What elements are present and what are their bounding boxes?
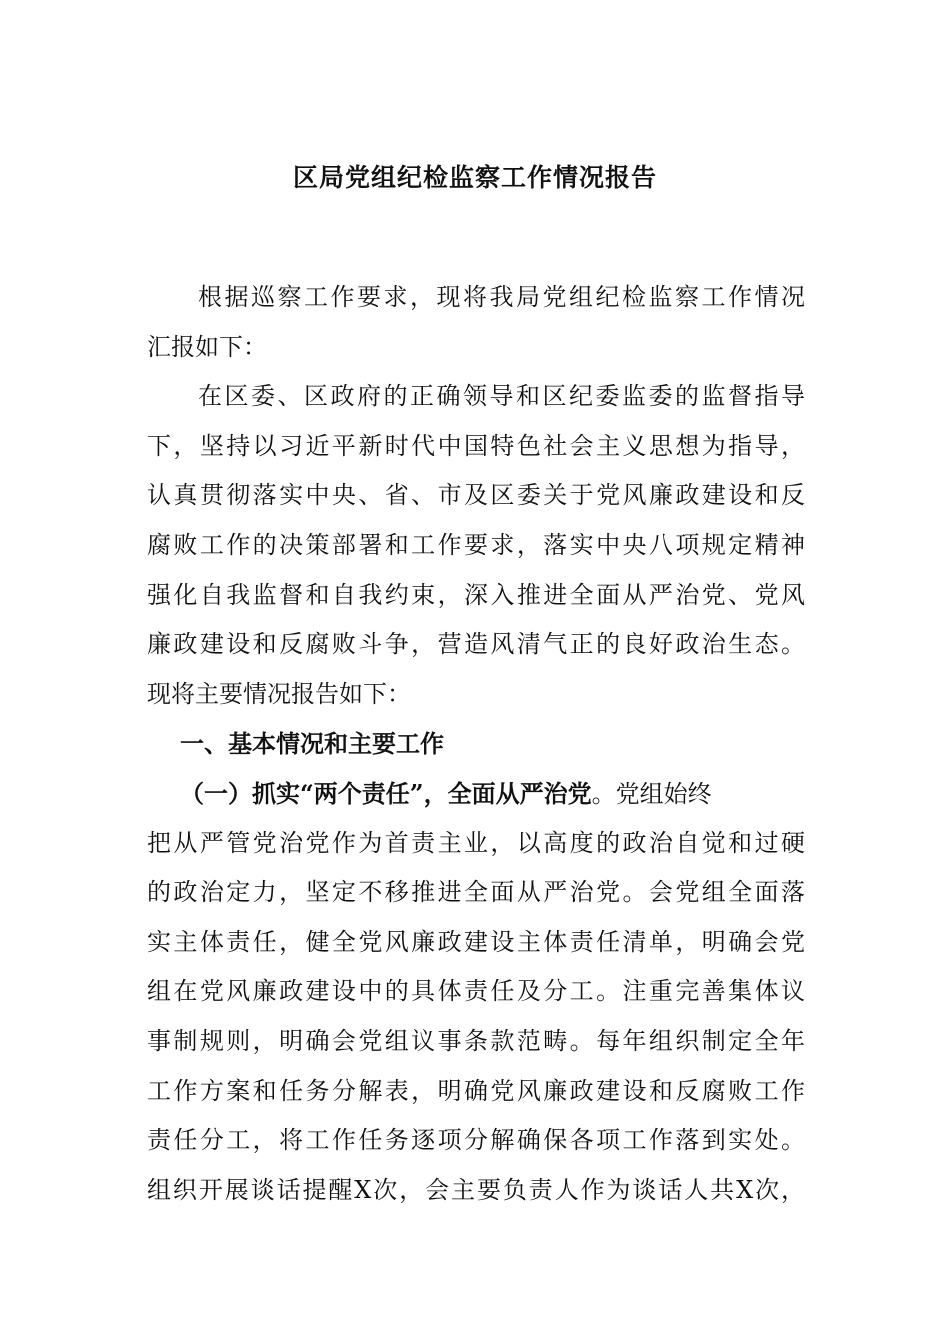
paragraph-line: 下，坚持以习近平新时代中国特色社会主义思想为指导， xyxy=(147,431,805,460)
paragraph-line: 实主体责任，健全党风廉政建设主体责任清单，明确会党 xyxy=(147,927,805,956)
paragraph-line: 强化自我监督和自我约束，深入推进全面从严治党、党风 xyxy=(147,580,805,609)
paragraph-line: 把从严管党治党作为首责主业，以高度的政治自觉和过硬 xyxy=(147,828,805,857)
paragraph-line: 现将主要情况报告如下： xyxy=(147,679,411,708)
paragraph-line: 腐败工作的决策部署和工作要求，落实中央八项规定精神 xyxy=(147,530,805,559)
subsection-line xyxy=(147,769,805,819)
paragraph-line: 组织开展谈话提醒X次，会主要负责人作为谈话人共X次， xyxy=(147,1175,805,1204)
paragraph-line: 事制规则，明确会党组议事条款范畴。每年组织制定全年 xyxy=(147,1026,805,1055)
paragraph-line: 工作方案和任务分解表，明确党风廉政建设和反腐败工作 xyxy=(147,1076,805,1105)
paragraph-line: 廉政建设和反腐败斗争，营造风清气正的良好政治生态。 xyxy=(147,630,805,659)
paragraph-line: 在区委、区政府的正确领导和区纪委监委的监督指导 xyxy=(198,382,805,411)
document-title: 区局党组纪检监察工作情况报告 xyxy=(292,163,657,192)
paragraph-line: 的政治定力，坚定不移推进全面从严治党。会党组全面落 xyxy=(147,878,805,907)
subsection-text: 。党组始终 xyxy=(591,779,712,808)
paragraph-line: 认真贯彻落实中央、省、市及区委关于党风廉政建设和反 xyxy=(147,481,805,510)
section-heading: 一、基本情况和主要工作 xyxy=(180,729,444,759)
paragraph-line: 责任分工，将工作任务逐项分解确保各项工作落到实处。 xyxy=(147,1126,805,1155)
subsection-heading: （一）抓实“两个责任”，全面从严治党 xyxy=(180,778,592,808)
document-body xyxy=(147,273,805,1215)
paragraph-line: 组在党风廉政建设中的具体责任及分工。注重完善集体议 xyxy=(147,977,805,1006)
paragraph-line: 汇报如下： xyxy=(147,332,267,361)
paragraph-line: 根据巡察工作要求，现将我局党组纪检监察工作情况 xyxy=(198,283,805,311)
